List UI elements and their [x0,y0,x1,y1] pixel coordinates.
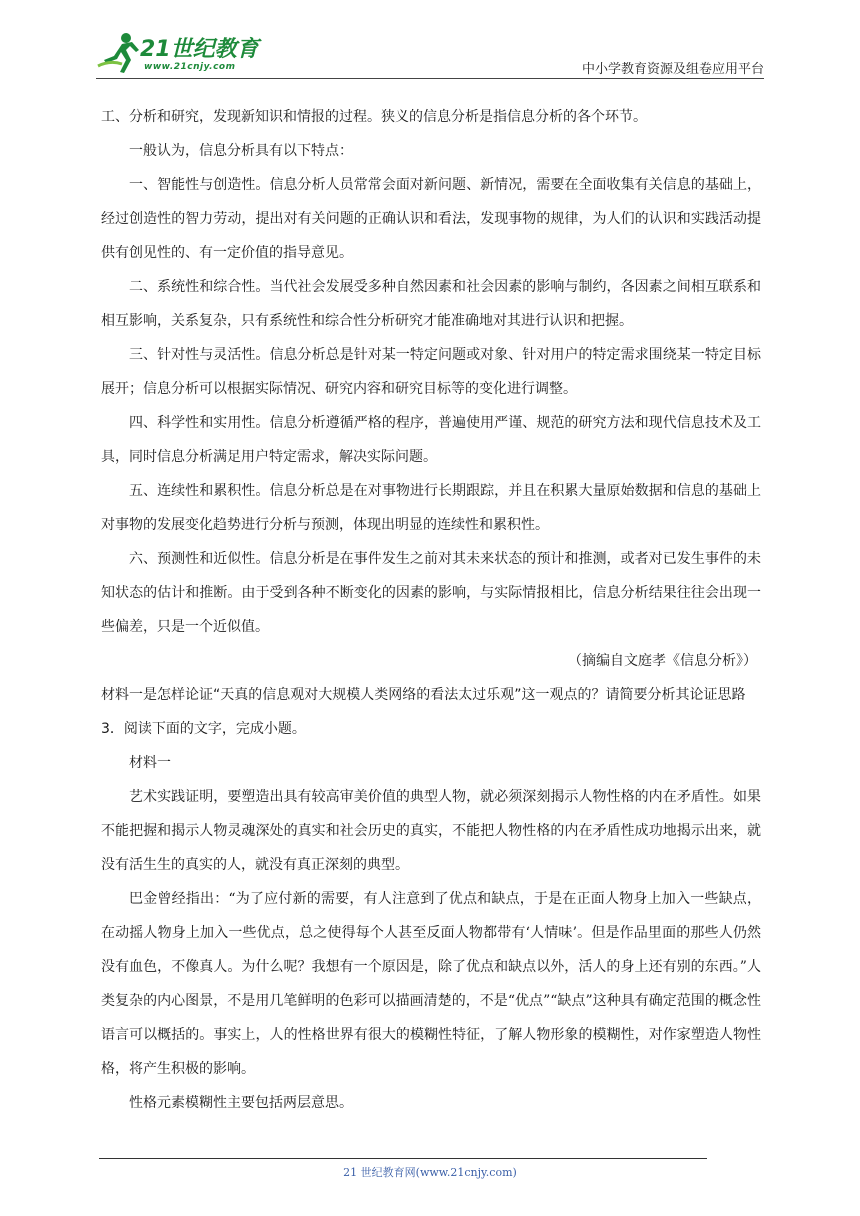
paragraph-feature-6: 六、预测性和近似性。信息分析是在事件发生之前对其未来状态的预计和推测，或者对已发生事件的未知状态的估计和推断。由于受到各种不断变化的因素的影响，与实际情报相比，信息分析结果往往会出现一些偏差，只是一个近似值。 [101,551,761,635]
platform-name: 中小学教育资源及组卷应用平台 [581,62,764,77]
header-divider [96,78,764,79]
page-footer: 21 世纪教育网(www.21cnjy.com) [343,1166,517,1179]
paragraph-feature-4: 四、科学性和实用性。信息分析遵循严格的程序，普遍使用严谨、规范的研究方法和现代信息技术及工具，同时信息分析满足用户特定需求，解决实际问题。 [101,415,761,465]
material-label: 材料一 [129,755,171,771]
paragraph-feature-5: 五、连续性和累积性。信息分析总是在对事物进行长期跟踪，并且在积累大量原始数据和信息的基础上对事物的发展变化趋势进行分析与预测，体现出明显的连续性和累积性。 [101,483,761,533]
paragraph-continuation: 工、分析和研究，发现新知识和情报的过程。狭义的信息分析是指信息分析的各个环节。 [101,109,647,125]
logo-text: 21世纪教育 [140,37,259,62]
material-paragraph-3: 性格元素模糊性主要包括两层意思。 [129,1095,353,1111]
paragraph-feature-2: 二、系统性和综合性。当代社会发展受多种自然因素和社会因素的影响与制约，各因素之间相互联系和相互影响，关系复杂，只有系统性和综合性分析研究才能准确地对其进行认识和把握。 [101,279,761,329]
document-body [101,100,761,1120]
question-2: 材料一是怎样论证“天真的信息观对大规模人类网络的看法太过乐观”这一观点的？请简要分析其论证思路 [101,687,746,703]
paragraph-intro: 一般认为，信息分析具有以下特点： [129,143,353,159]
paragraph-feature-3: 三、针对性与灵活性。信息分析总是针对某一特定问题或对象、针对用户的特定需求围绕某一特定目标展开；信息分析可以根据实际情况、研究内容和研究目标等的变化进行调整。 [101,347,761,397]
logo-url: www.21cnjy.com [144,62,236,72]
question-3: 3．阅读下面的文字，完成小题。 [101,721,306,737]
runner-logo-icon [96,30,142,76]
material-paragraph-1: 艺术实践证明，要塑造出具有较高审美价值的典型人物，就必须深刻揭示人物性格的内在矛盾性。如果不能把握和揭示人物灵魂深处的真实和社会历史的真实，不能把人物性格的内在矛盾性成功地揭示出来，就没有活生生的真实的人，就没有真正深刻的典型。 [101,789,761,873]
source-citation: （摘编自文庭孝《信息分析》） [568,653,757,669]
footer-divider [99,1158,707,1159]
logo [96,30,266,78]
paragraph-feature-1: 一、智能性与创造性。信息分析人员常常会面对新问题、新情况，需要在全面收集有关信息的基础上，经过创造性的智力劳动，提出对有关问题的正确认识和看法，发现事物的规律，为人们的认识和实践活动提供有创见性的、有一定价值的指导意见。 [101,177,761,261]
material-paragraph-2: 巴金曾经指出：“为了应付新的需要，有人注意到了优点和缺点，于是在正面人物身上加入一些缺点，在动摇人物身上加入一些优点，总之使得每个人甚至反面人物都带有‘人情味’。但是作品里面的那些人仍然没有血色，不像真人。为什么呢？我想有一个原因是，除了优点和缺点以外，活人的身上还有别的东西。”人类复杂的内心图景，不是用几笔鲜明的色彩可以描画清楚的，不是“优点”“缺点”这种具有确定范围的概念性语言可以概括的。事实上，人的性格世界有很大的模糊性特征，了解人物形象的模糊性，对作家塑造人物性格，将产生积极的影响。 [101,891,761,1077]
page-header [96,28,764,80]
